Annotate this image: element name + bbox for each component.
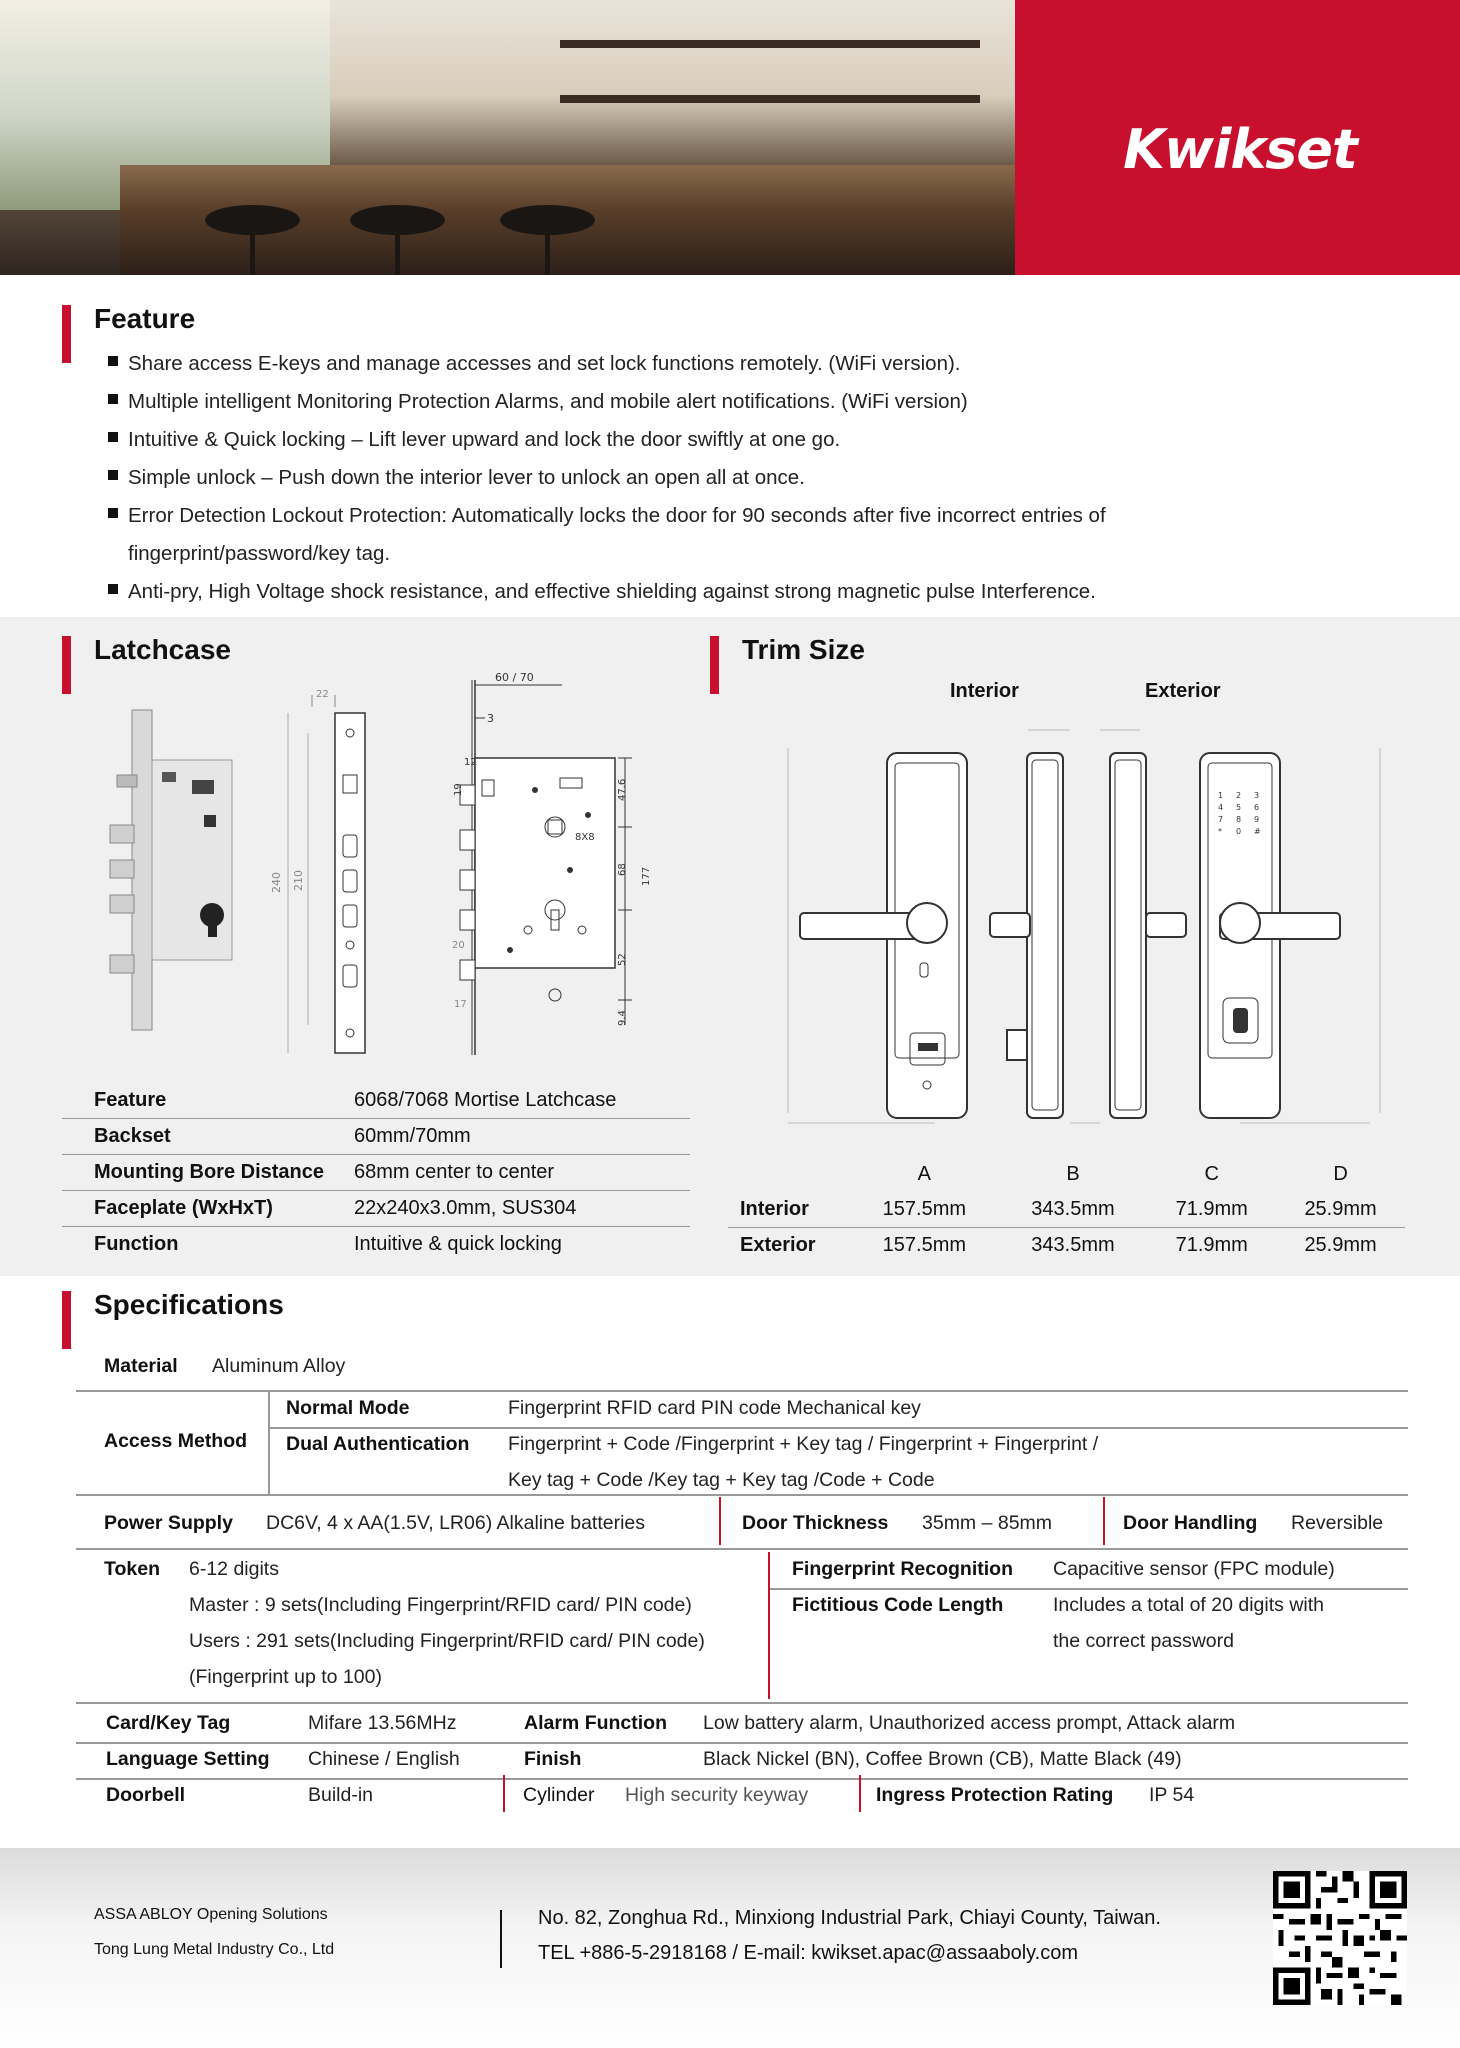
- token-line: Users : 291 sets(Including Fingerprint/RFID card/ PIN code): [189, 1630, 705, 1652]
- column-header: A: [917, 1163, 931, 1185]
- feature-item: Multiple intelligent Monitoring Protection Alarms, and mobile alert notifications. (WiFi version): [104, 383, 1364, 421]
- finish-value: Black Nickel (BN), Coffee Brown (CB), Matte Black (49): [703, 1748, 1182, 1770]
- label-12: 12: [464, 757, 477, 768]
- spec-value: 60mm/70mm: [354, 1119, 690, 1155]
- keypad-key: #: [1254, 827, 1261, 836]
- label-177: 177: [641, 866, 652, 886]
- table-row: [62, 1191, 690, 1227]
- latchcase-spec-table: [62, 1083, 690, 1262]
- table-cell: 343.5mm: [1031, 1234, 1115, 1256]
- company-contact: TEL +886-5-2918168 / E-mail: kwikset.apac@assaaboly.com: [538, 1942, 1079, 1964]
- table-header-row: [728, 1157, 1405, 1192]
- finish-label: Finish: [524, 1748, 582, 1770]
- keypad-key: 2: [1236, 791, 1242, 800]
- keypad-key: 8: [1236, 815, 1242, 824]
- spec-key: Feature: [62, 1083, 354, 1119]
- language-setting-label: Language Setting: [106, 1748, 270, 1770]
- footer-divider: [500, 1910, 502, 1968]
- company-name-1: ASSA ABLOY Opening Solutions: [94, 1906, 328, 1923]
- doorbell-value: Build-in: [308, 1784, 374, 1806]
- ingress-protection-label: Ingress Protection Rating: [876, 1784, 1114, 1806]
- power-supply-value: DC6V, 4 x AA(1.5V, LR06) Alkaline batteries: [266, 1512, 646, 1534]
- keypad-key: 6: [1254, 803, 1260, 812]
- specs-accent-bar: [62, 1291, 71, 1349]
- access-method-label: Access Method: [104, 1430, 248, 1452]
- token-line: Master : 9 sets(Including Fingerprint/RFID card/ PIN code): [189, 1594, 692, 1616]
- spec-value: 6068/7068 Mortise Latchcase: [354, 1083, 690, 1119]
- spec-key: Backset: [62, 1119, 354, 1155]
- label-52: 52: [617, 953, 628, 966]
- qr-code[interactable]: [1273, 1871, 1407, 2005]
- feature-item: Share access E-keys and manage accesses and set lock functions remotely. (WiFi version).: [104, 345, 1364, 383]
- kwikset-logo: Kwikset: [1123, 118, 1357, 181]
- label-22: 22: [316, 689, 329, 700]
- row-label: Exterior: [740, 1234, 816, 1256]
- keypad-key: 3: [1254, 791, 1260, 800]
- spec-value: Intuitive & quick locking: [354, 1233, 562, 1255]
- spec-key: Function: [94, 1233, 179, 1255]
- company-name-2: Tong Lung Metal Industry Co., Ltd: [94, 1941, 335, 1958]
- faceplate-drawing: [270, 685, 380, 1060]
- table-cell: 157.5mm: [882, 1234, 967, 1256]
- spec-value: 22x240x3.0mm, SUS304: [354, 1191, 690, 1227]
- trim-interior-label: Interior: [950, 680, 1019, 702]
- row-label: Interior: [728, 1192, 850, 1228]
- table-cell: 71.9mm: [1175, 1234, 1248, 1256]
- power-supply-label: Power Supply: [104, 1512, 233, 1534]
- token-line: 6-12 digits: [189, 1558, 279, 1580]
- feature-item: Simple unlock – Push down the interior lever to unlock an open all at once.: [104, 459, 1364, 497]
- keypad-key: *: [1218, 827, 1222, 836]
- doorbell-label: Doorbell: [106, 1784, 186, 1806]
- normal-mode-label: Normal Mode: [286, 1397, 410, 1419]
- alarm-function-value: Low battery alarm, Unauthorized access prompt, Attack alarm: [703, 1712, 1236, 1734]
- label-8x8: 8X8: [575, 832, 595, 843]
- table-cell: 25.9mm: [1276, 1192, 1405, 1228]
- latchcase-photo: [100, 700, 250, 1050]
- fictitious-code-value-1: Includes a total of 20 digits with: [1053, 1594, 1324, 1616]
- door-handling-value: Reversible: [1291, 1512, 1384, 1534]
- keypad-key: 7: [1218, 815, 1224, 824]
- table-row: [62, 1227, 690, 1263]
- label-20: 20: [452, 940, 465, 951]
- table-cell: 157.5mm: [850, 1192, 999, 1228]
- dual-auth-value-2: Key tag + Code /Key tag + Key tag /Code + Code: [508, 1469, 935, 1491]
- trim-dimension-table: [728, 1157, 1405, 1263]
- latch-body-drawing: [420, 670, 660, 1060]
- latchcase-accent-bar: [62, 636, 71, 694]
- column-header: C: [1204, 1163, 1219, 1185]
- label-240: 240: [270, 872, 283, 893]
- material-value: Aluminum Alloy: [212, 1355, 346, 1377]
- trim-exterior-label: Exterior: [1145, 680, 1221, 702]
- trim-title: Trim Size: [742, 634, 865, 665]
- feature-list: [104, 345, 1364, 611]
- material-label: Material: [104, 1355, 178, 1377]
- language-setting-value: Chinese / English: [308, 1748, 460, 1770]
- specs-title: Specifications: [94, 1289, 284, 1320]
- table-cell: 25.9mm: [1304, 1234, 1377, 1256]
- table-cell: 343.5mm: [999, 1192, 1148, 1228]
- brand-panel: [1015, 0, 1460, 275]
- normal-mode-value: Fingerprint RFID card PIN code Mechanical key: [508, 1397, 921, 1419]
- door-thickness-value: 35mm – 85mm: [922, 1512, 1053, 1534]
- label-9-4: 9.4: [617, 1010, 628, 1026]
- token-label: Token: [104, 1558, 160, 1580]
- label-47-6: 47.6: [617, 778, 628, 801]
- card-key-tag-label: Card/Key Tag: [106, 1712, 231, 1734]
- hero-kitchen-image: [0, 0, 1015, 275]
- label-210: 210: [292, 870, 305, 891]
- trim-accent-bar: [710, 636, 719, 694]
- keypad-key: 1: [1218, 791, 1224, 800]
- feature-item: Intuitive & Quick locking – Lift lever upward and lock the door swiftly at one go.: [104, 421, 1364, 459]
- table-row: [728, 1228, 1405, 1264]
- fictitious-code-value-2: the correct password: [1053, 1630, 1234, 1652]
- label-backset: 60 / 70: [495, 671, 534, 684]
- ingress-protection-value: IP 54: [1149, 1784, 1195, 1806]
- card-key-tag-value: Mifare 13.56MHz: [308, 1712, 457, 1734]
- door-thickness-label: Door Thickness: [742, 1512, 889, 1534]
- spec-value: 68mm center to center: [354, 1155, 690, 1191]
- keypad-key: 5: [1236, 803, 1242, 812]
- trim-drawing: [770, 718, 1390, 1138]
- fictitious-code-label: Fictitious Code Length: [792, 1594, 1004, 1616]
- label-68: 68: [617, 863, 628, 876]
- label-19: 19: [453, 783, 464, 796]
- door-handling-label: Door Handling: [1123, 1512, 1258, 1534]
- table-row: [728, 1192, 1405, 1228]
- spec-key: Faceplate (WxHxT): [62, 1191, 354, 1227]
- column-header: B: [1066, 1163, 1080, 1185]
- feature-title: Feature: [94, 303, 196, 334]
- alarm-function-label: Alarm Function: [524, 1712, 668, 1734]
- cylinder-label: Cylinder: [523, 1784, 595, 1806]
- cylinder-value: High security keyway: [625, 1784, 809, 1806]
- table-cell: 71.9mm: [1147, 1192, 1276, 1228]
- column-header: D: [1333, 1163, 1348, 1185]
- dual-auth-value-1: Fingerprint + Code /Fingerprint + Key tag / Fingerprint + Fingerprint /: [508, 1433, 1099, 1455]
- label-17: 17: [454, 999, 467, 1010]
- latchcase-title: Latchcase: [94, 634, 231, 665]
- keypad-key: 0: [1236, 827, 1242, 836]
- fingerprint-recognition-value: Capacitive sensor (FPC module): [1053, 1558, 1335, 1580]
- fingerprint-recognition-label: Fingerprint Recognition: [792, 1558, 1013, 1580]
- feature-item: Anti-pry, High Voltage shock resistance, and effective shielding against strong magnetic pulse Interference.: [104, 573, 1364, 611]
- table-row: [62, 1119, 690, 1155]
- spec-key: Mounting Bore Distance: [62, 1155, 354, 1191]
- company-address: No. 82, Zonghua Rd., Minxiong Industrial Park, Chiayi County, Taiwan.: [538, 1907, 1161, 1929]
- feature-item: Error Detection Lockout Protection: Automatically locks the door for 90 seconds after five incorrect entries of fingerprint/password/key tag.: [104, 497, 1328, 573]
- keypad-key: 4: [1218, 803, 1224, 812]
- feature-accent-bar: [62, 305, 71, 363]
- token-line: (Fingerprint up to 100): [189, 1666, 382, 1688]
- keypad-key: 9: [1254, 815, 1260, 824]
- dual-auth-label: Dual Authentication: [286, 1433, 470, 1455]
- table-row: [62, 1155, 690, 1191]
- label-3: 3: [487, 712, 494, 725]
- table-row: [62, 1083, 690, 1119]
